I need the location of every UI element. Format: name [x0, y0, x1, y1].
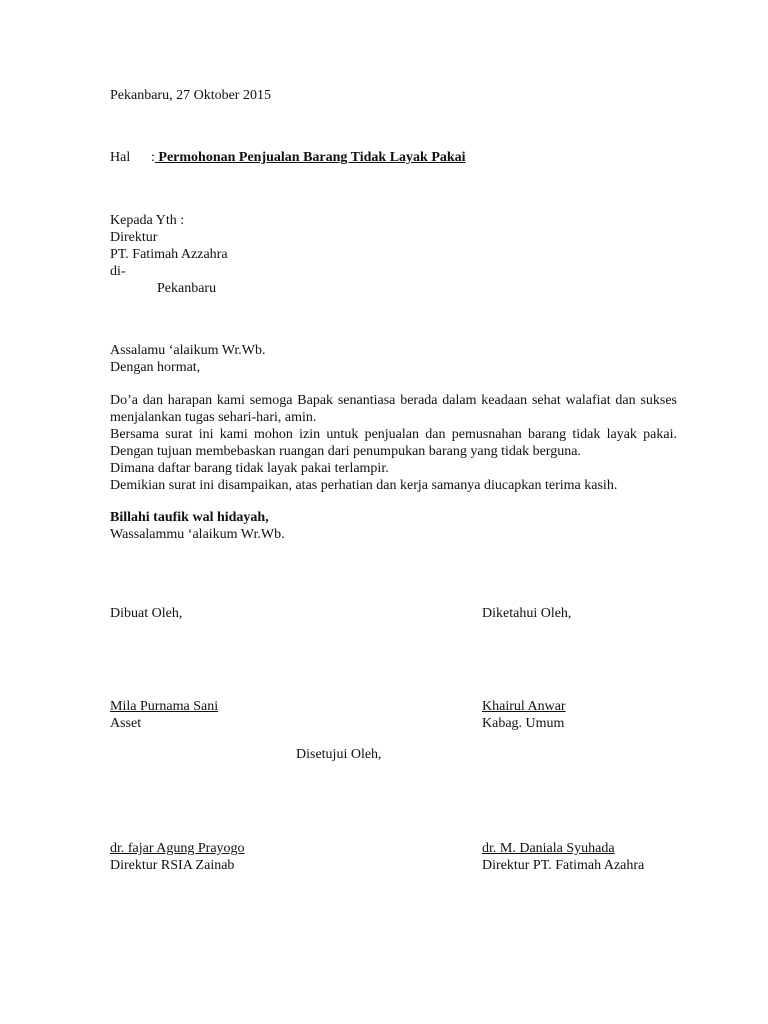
approver2-title: Direktur PT. Fatimah Azahra [482, 858, 645, 873]
recipient-city: Pekanbaru [157, 281, 217, 296]
greeting-hormat: Dengan hormat, [110, 360, 201, 375]
approved-label: Disetujui Oleh, [296, 747, 382, 762]
made-by-label: Dibuat Oleh, [110, 606, 183, 621]
body-paragraph: Dimana daftar barang tidak layak pakai terlampir. [110, 461, 389, 476]
subject-text: Permohonan Penjualan Barang Tidak Layak Pakai [154, 150, 466, 165]
closing-billahi: Billahi taufik wal hidayah, [110, 510, 269, 525]
subject-label: Hal [110, 150, 131, 165]
recipient-line4: di- [110, 264, 126, 279]
recipient-line2: Direktur [110, 230, 158, 245]
recipient-line3: PT. Fatimah Azzahra [110, 247, 228, 262]
subject-colon: : [151, 150, 155, 165]
recipient-line1: Kepada Yth : [110, 213, 185, 228]
body-paragraph: Do’a dan harapan kami semoga Bapak senantiasa berada dalam keadaan sehat walafiat dan sukses menjalankan tugas sehari-hari, amin. [110, 393, 677, 425]
greeting-salam: Assalamu ‘alaikum Wr.Wb. [110, 343, 266, 358]
subject-line [151, 149, 466, 166]
body-paragraph: Demikian surat ini disampaikan, atas perhatian dan kerja samanya diucapkan terima kasih. [110, 478, 618, 493]
place-date: Pekanbaru, 27 Oktober 2015 [110, 88, 271, 103]
body-paragraph: Bersama surat ini kami mohon izin untuk penjualan dan pemusnahan barang tidak layak pakai. Dengan tujuan membebaskan ruangan dari penumpukan barang yang tidak berguna. [110, 427, 677, 459]
known-by-label: Diketahui Oleh, [482, 606, 572, 621]
known-by-title: Kabag. Umum [482, 716, 565, 731]
made-by-name: Mila Purnama Sani [110, 699, 219, 714]
closing-salam: Wassalammu ‘alaikum Wr.Wb. [110, 527, 285, 542]
approver1-name: dr. fajar Agung Prayogo [110, 841, 245, 856]
known-by-name: Khairul Anwar [482, 699, 566, 714]
approver2-name: dr. M. Daniala Syuhada [482, 841, 615, 856]
approver1-title: Direktur RSIA Zainab [110, 858, 235, 873]
letter-body [110, 392, 677, 494]
made-by-title: Asset [110, 716, 142, 731]
